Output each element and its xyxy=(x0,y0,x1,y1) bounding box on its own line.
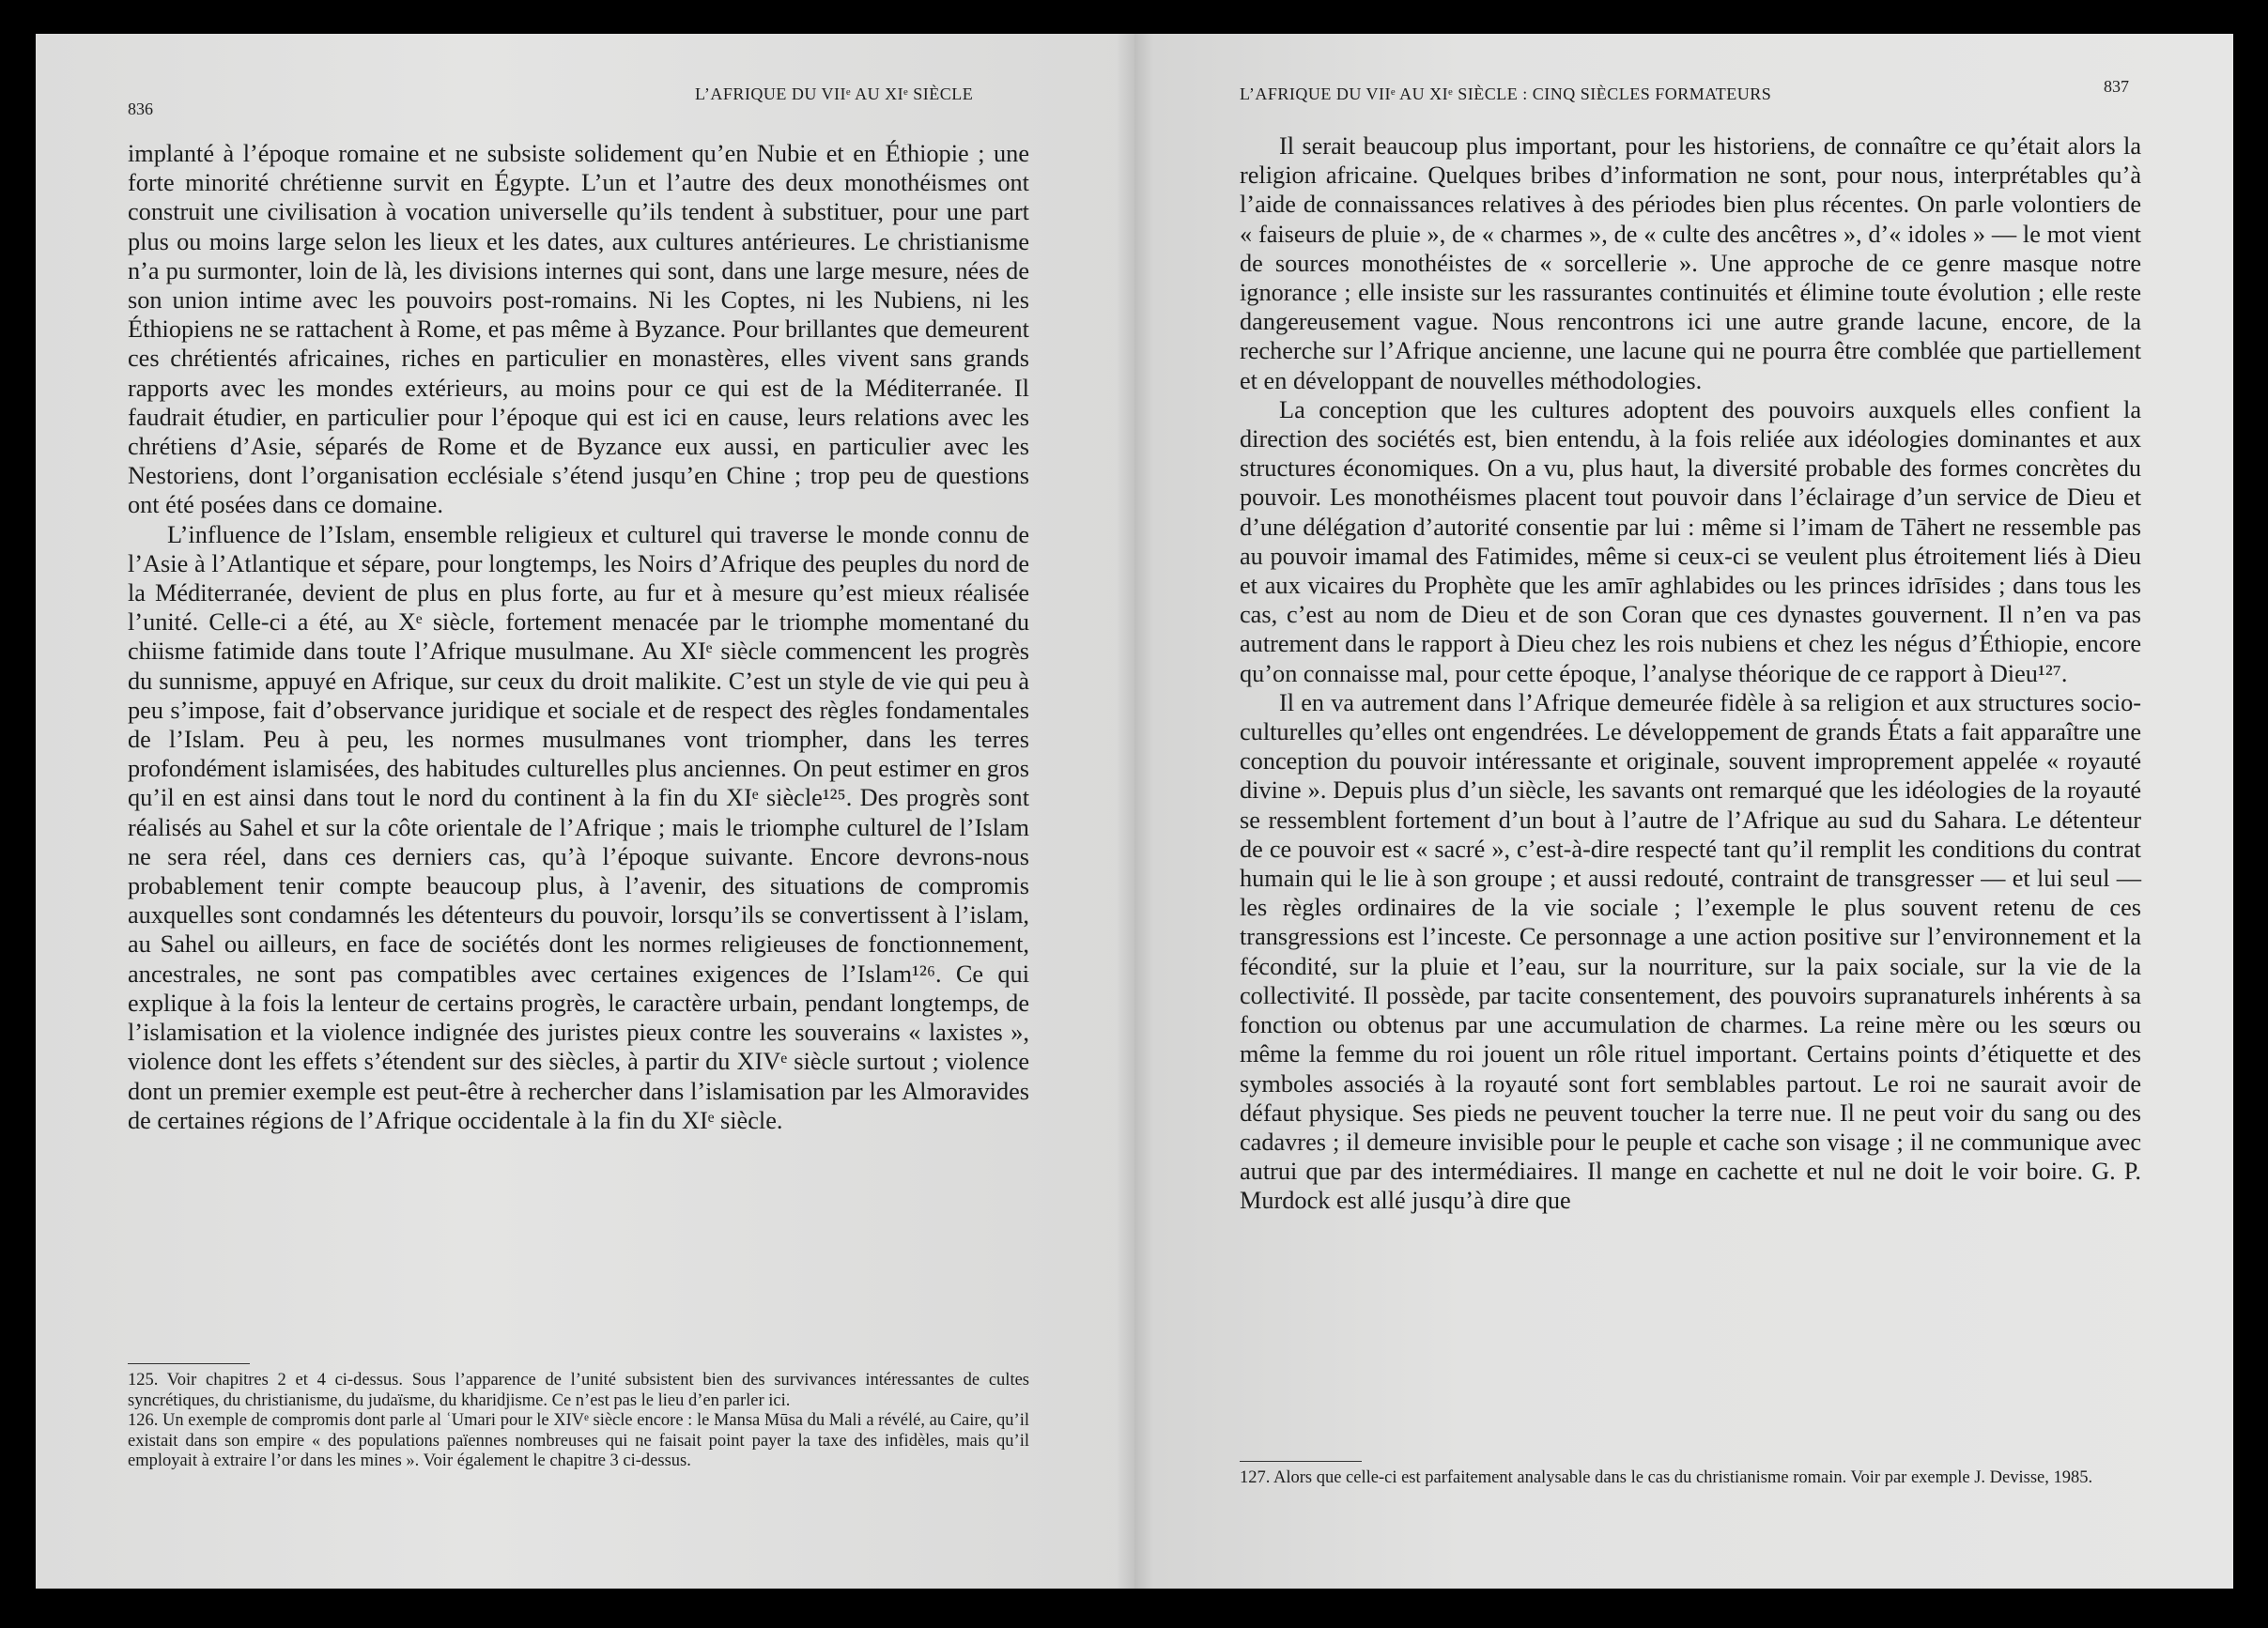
paragraph: Il en va autrement dans l’Afrique demeurée fidèle à sa religion et aux structures socio-culturelles qu’elles ont engendrées. Le développement de grands États a fait apparaître une conception du pouvoir intéressante et originale, souvent improprement appelée « royauté divine ». Depuis plus d’un siècle, les savants ont remarqué que les idéologies de la royauté se ressemblent fortement d’un bout à l’autre de l’Afrique au sud du Sahara. Le détenteur de ce pouvoir est « sacré », c’est-à-dire respecté tant qu’il remplit les conditions du contrat humain qui le lie à son groupe ; et aussi redouté, contraint de transgresser — et lui seul — les règles ordinaires de la vie sociale ; l’exemple le plus souvent retenu de ces transgressions est l’inceste. Ce personnage a une action positive sur l’environnement et la fécondité, sur la pluie et l’eau, sur la nourriture, sur la paix sociale, sur la vie de la collectivité. Il possède, par tacite consentement, des pouvoirs supranaturels inhérents à sa fonction ou obtenus par une accumulation de charmes. La reine mère ou les sœurs ou même la femme du roi jouent un rôle rituel important. Certains points d’étiquette et des symboles associés à la royauté sont fort semblables partout. Le roi ne saurait avoir de défaut physique. Ses pieds ne peuvent toucher la terre nue. Il ne peut voir du sang ou des cadavres ; il demeure invisible pour le peuple et cache son visage ; il ne communique avec autrui que par des intermédiaires. Il mange en cachette et nul ne doit le voir boire. G. P. Murdock est allé jusqu’à dire que xyxy=(1240,688,2141,1215)
footnote-rule xyxy=(1240,1461,1362,1462)
footnote: 127. Alors que celle-ci est parfaitement analysable dans le cas du christianisme romain. Voir par exemple J. Devisse, 1985. xyxy=(1240,1468,2093,1487)
footnote: 125. Voir chapitres 2 et 4 ci-dessus. Sous l’apparence de l’unité subsistent bien des survivances intéressantes de cultes syncrétiques, du christianisme, du judaïsme, du kharidjisme. Ce n’est pas le lieu d’en parler ici. xyxy=(128,1371,1029,1410)
paragraph: La conception que les cultures adoptent des pouvoirs auxquels elles confient la direction des sociétés est, bien entendu, à la fois reliée aux idéologies dominantes et aux structures économiques. On a vu, plus haut, la diversité probable des formes concrètes du pouvoir. Les monothéismes placent tout pouvoir dans l’éclairage d’un service de Dieu et d’une délégation d’autorité consentie par lui : même si l’imam de Tāhert ne ressemble pas au pouvoir imamal des Fatimides, même si ceux-ci se veulent plus étroitement liés à Dieu et aux vicaires du Prophète que les amīr aghlabides ou les princes idrīsides ; dans tous les cas, c’est au nom de Dieu et de son Coran que ces dynastes gouvernent. Il n’en va pas autrement dans le rapport à Dieu chez les rois nubiens et chez les négus d’Éthiopie, encore qu’on connaisse mal, pour cette époque, l’analyse théorique de ce rapport à Dieu¹²⁷. xyxy=(1240,395,2141,687)
footnotes xyxy=(128,1371,1029,1472)
page-number: 837 xyxy=(2104,77,2129,96)
book-spread xyxy=(36,34,2233,1589)
footnotes xyxy=(1240,1468,2141,1489)
paragraph: L’influence de l’Islam, ensemble religieux et culturel qui traverse le monde connu de l’Asie à l’Atlantique et sépare, pour longtemps, les Noirs d’Afrique des peuples du nord de la Méditerranée, devient de plus en plus forte, au fur et à mesure qu’est mieux réalisée l’unité. Celle-ci a été, au Xᵉ siècle, fortement menacée par le triomphe momentané du chiisme fatimide dans toute l’Afrique musulmane. Au XIᵉ siècle commencent les progrès du sunnisme, appuyé en Afrique, sur ceux du droit malikite. C’est un style de vie qui peu à peu s’impose, fait d’observance juridique et sociale et de respect des règles fondamentales de l’Islam. Peu à peu, les normes musulmanes vont triompher, dans les terres profondément islamisées, des habitudes culturelles plus anciennes. On peut estimer en gros qu’il en est ainsi dans tout le nord du continent à la fin du XIᵉ siècle¹²⁵. Des progrès sont réalisés au Sahel et sur la côte orientale de l’Afrique ; mais le triomphe culturel de l’Islam ne sera réel, dans ces derniers cas, qu’à l’époque suivante. Encore devrons-nous probablement tenir compte beaucoup plus, à l’avenir, des situations de compromis auxquelles sont condamnés les détenteurs du pouvoir, lorsqu’ils se convertissent à l’islam, au Sahel ou ailleurs, en face de sociétés dont les normes religieuses de fonctionnement, ancestrales, ne sont pas compatibles avec certaines exigences de l’Islam¹²⁶. Ce qui explique à la fois la lenteur de certains progrès, le caractère urbain, pendant longtemps, de l’islamisation et la violence indignée des juristes pieux contre les souverains « laxistes », violence dont les effets s’étendent sur des siècles, à partir du XIVᵉ siècle surtout ; violence dont un premier exemple est peut-être à rechercher dans l’islamisation par les Almoravides de certaines régions de l’Afrique occidentale à la fin du XIᵉ siècle. xyxy=(128,520,1029,1134)
paragraph: Il serait beaucoup plus important, pour les historiens, de connaître ce qu’était alors la religion africaine. Quelques bribes d’information ne sont, pour nous, interprétables qu’à l’aide de connaissances relatives à des périodes bien plus récentes. On parle volontiers de « faiseurs de pluie », de « charmes », de « culte des ancêtres », d’« idoles » — le mot vient de sources monothéistes de « sorcellerie ». Une approche de ce genre masque notre ignorance ; elle insiste sur les rassurantes continuités et élimine toute évolution ; elle reste dangereusement vague. Nous rencontrons ici une autre grande lacune, encore, de la recherche sur l’Afrique ancienne, une lacune qui ne pourra être comblée que partiellement et en développant de nouvelles méthodologies. xyxy=(1240,132,2141,394)
body-text xyxy=(128,139,1029,1135)
running-head: L’AFRIQUE DU VIIᵉ AU XIᵉ SIÈCLE : CINQ SIÈCLES FORMATEURS xyxy=(1240,84,1772,103)
page-number: 836 xyxy=(128,100,153,118)
footnote: 126. Un exemple de compromis dont parle al ʿUmari pour le XIVᵉ siècle encore : le Mansa Mūsa du Mali a révélé, au Caire, qu’il existait dans son empire « des populations païennes nombreuses qui ne faisait point payer la taxe des infidèles, mais qu’il employait à extraire l’or dans les mines ». Voir également le chapitre 3 ci-dessus. xyxy=(128,1411,1029,1471)
book-gutter xyxy=(1116,34,1153,1589)
right-page xyxy=(1134,34,2233,1589)
footnote-rule xyxy=(128,1363,250,1364)
body-text xyxy=(1240,131,2141,1216)
paragraph: implanté à l’époque romaine et ne subsiste solidement qu’en Nubie et en Éthiopie ; une forte minorité chrétienne survit en Égypte. L’un et l’autre des deux monothéismes ont construit une civilisation à vocation universelle qu’ils tendent à substituer, pour une part plus ou moins large selon les lieux et les dates, aux cultures antérieures. Le christianisme n’a pu surmonter, loin de là, les divisions internes qui sont, dans une large mesure, nées de son union intime avec les pouvoirs post-romains. Ni les Coptes, ni les Nubiens, ni les Éthiopiens ne se rattachent à Rome, et pas même à Byzance. Pour brillantes que demeurent ces chrétientés africaines, riches en particulier en monastères, elles vivent sans grands rapports avec les mondes extérieurs, au moins pour ce qui est de la Méditerranée. Il faudrait étudier, en particulier pour l’époque qui est ici en cause, leurs relations avec les chrétiens d’Asie, séparés de Rome et de Byzance eux aussi, en particulier avec les Nestoriens, dont l’organisation ecclésiale s’étend jusqu’en Chine ; trop peu de questions ont été posées dans ce domaine. xyxy=(128,140,1029,519)
running-head: L’AFRIQUE DU VIIᵉ AU XIᵉ SIÈCLE xyxy=(695,84,974,103)
left-page xyxy=(36,34,1134,1589)
